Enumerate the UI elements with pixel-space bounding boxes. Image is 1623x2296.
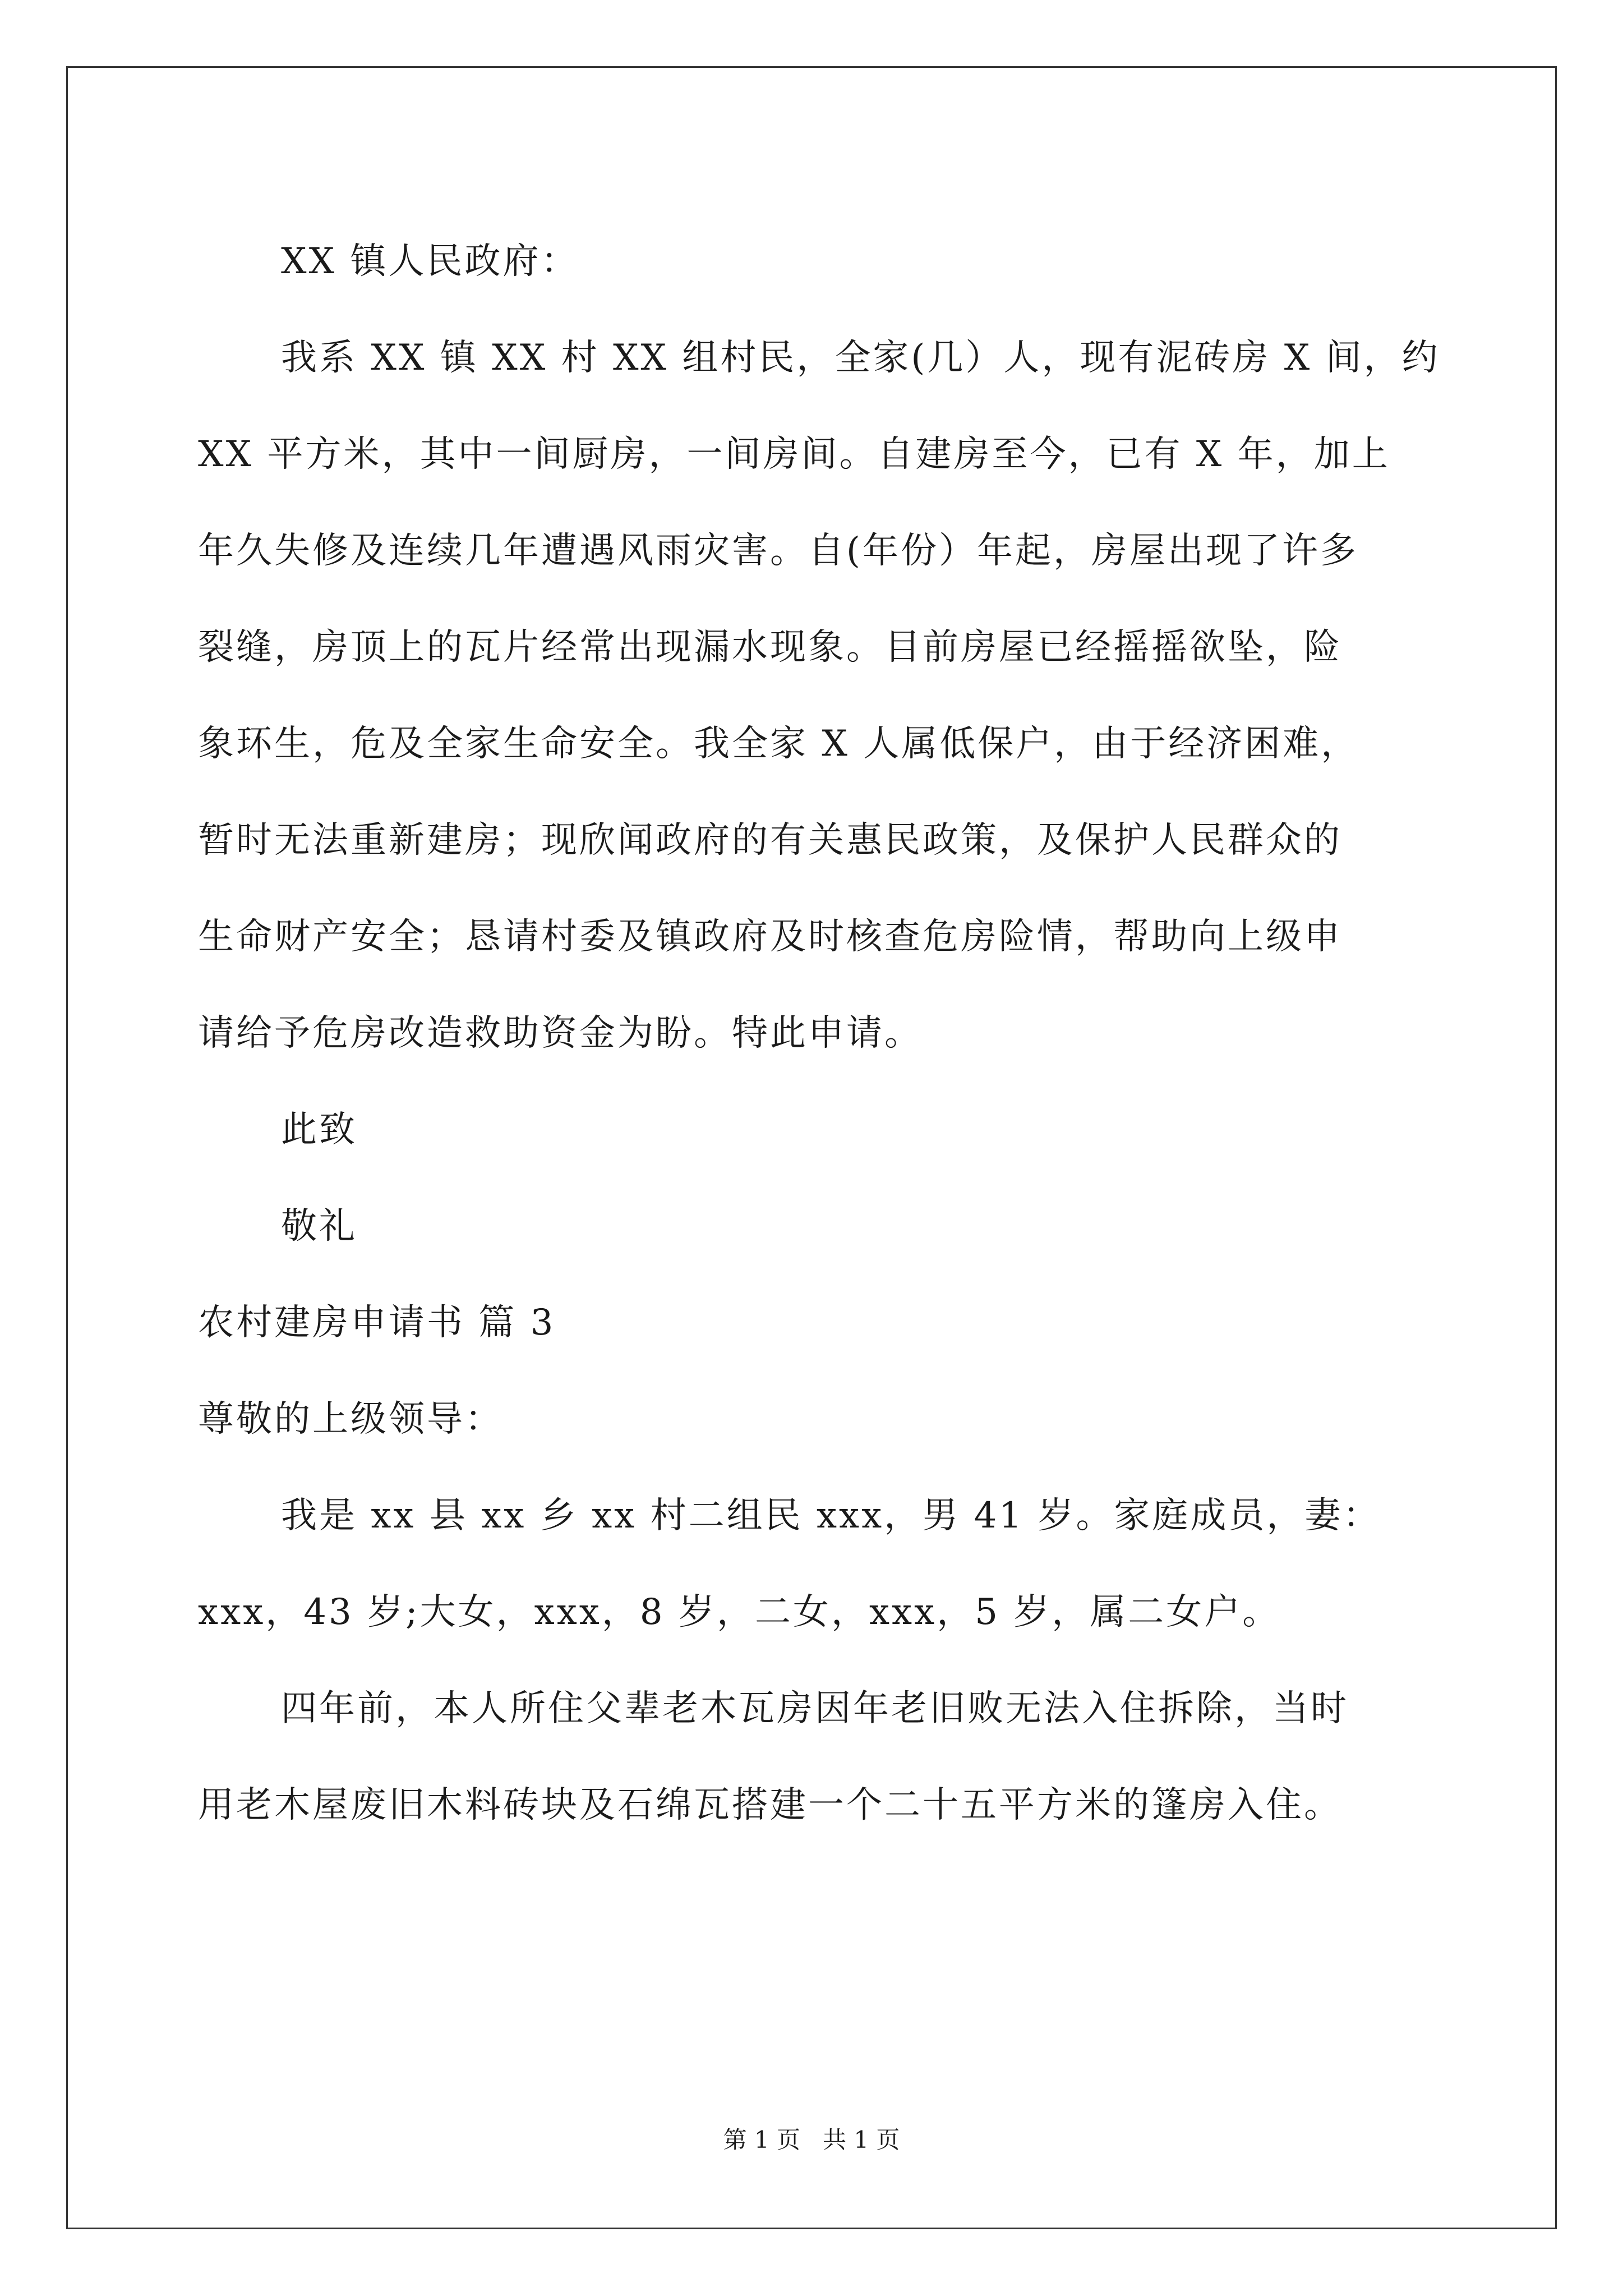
body-line: 暂时无法重新建房；现欣闻政府的有关惠民政策，及保护人民群众的 — [198, 820, 1342, 861]
body-line: xxx，43 岁;大女，xxx，8 岁，二女，xxx，5 岁，属二女户。 — [198, 1591, 1281, 1633]
closing-line: 此致 — [281, 1109, 357, 1151]
page-total: 共 1 页 — [823, 2126, 900, 2154]
salutation-line: XX 镇人民政府： — [281, 241, 579, 282]
salutation-line: 尊敬的上级领导： — [198, 1398, 503, 1440]
section-heading: 农村建房申请书 篇 3 — [198, 1302, 556, 1343]
body-line: 我系 XX 镇 XX 村 XX 组村民，全家(几）人，现有泥砖房 X 间，约 — [281, 337, 1440, 379]
body-line: 请给予危房改造救助资金为盼。特此申请。 — [198, 1013, 923, 1054]
closing-line: 敬礼 — [281, 1205, 357, 1247]
body-line: 用老木屋废旧木料砖块及石绵瓦搭建一个二十五平方米的篷房入住。 — [198, 1784, 1342, 1826]
body-line: 四年前，本人所住父辈老木瓦房因年老旧败无法入住拆除，当时 — [281, 1688, 1349, 1729]
body-line: 象环生，危及全家生命安全。我全家 X 人属低保户，由于经济困难， — [198, 723, 1359, 765]
body-line: 生命财产安全；恳请村委及镇政府及时核查危房险情，帮助向上级申 — [198, 916, 1342, 958]
document-body — [198, 213, 1440, 1853]
body-line: 年久失修及连续几年遭遇风雨灾害。自(年份）年起，房屋出现了许多 — [198, 530, 1358, 572]
body-line: 我是 xx 县 xx 乡 xx 村二组民 xxx，男 41 岁。家庭成员，妻： — [281, 1495, 1381, 1536]
page-number: 第 1 页 — [723, 2126, 800, 2154]
page-footer — [0, 2122, 1623, 2155]
body-line: XX 平方米，其中一间厨房，一间房间。自建房至今，已有 X 年，加上 — [198, 434, 1390, 475]
body-line: 裂缝，房顶上的瓦片经常出现漏水现象。目前房屋已经摇摇欲坠，险 — [198, 627, 1342, 668]
